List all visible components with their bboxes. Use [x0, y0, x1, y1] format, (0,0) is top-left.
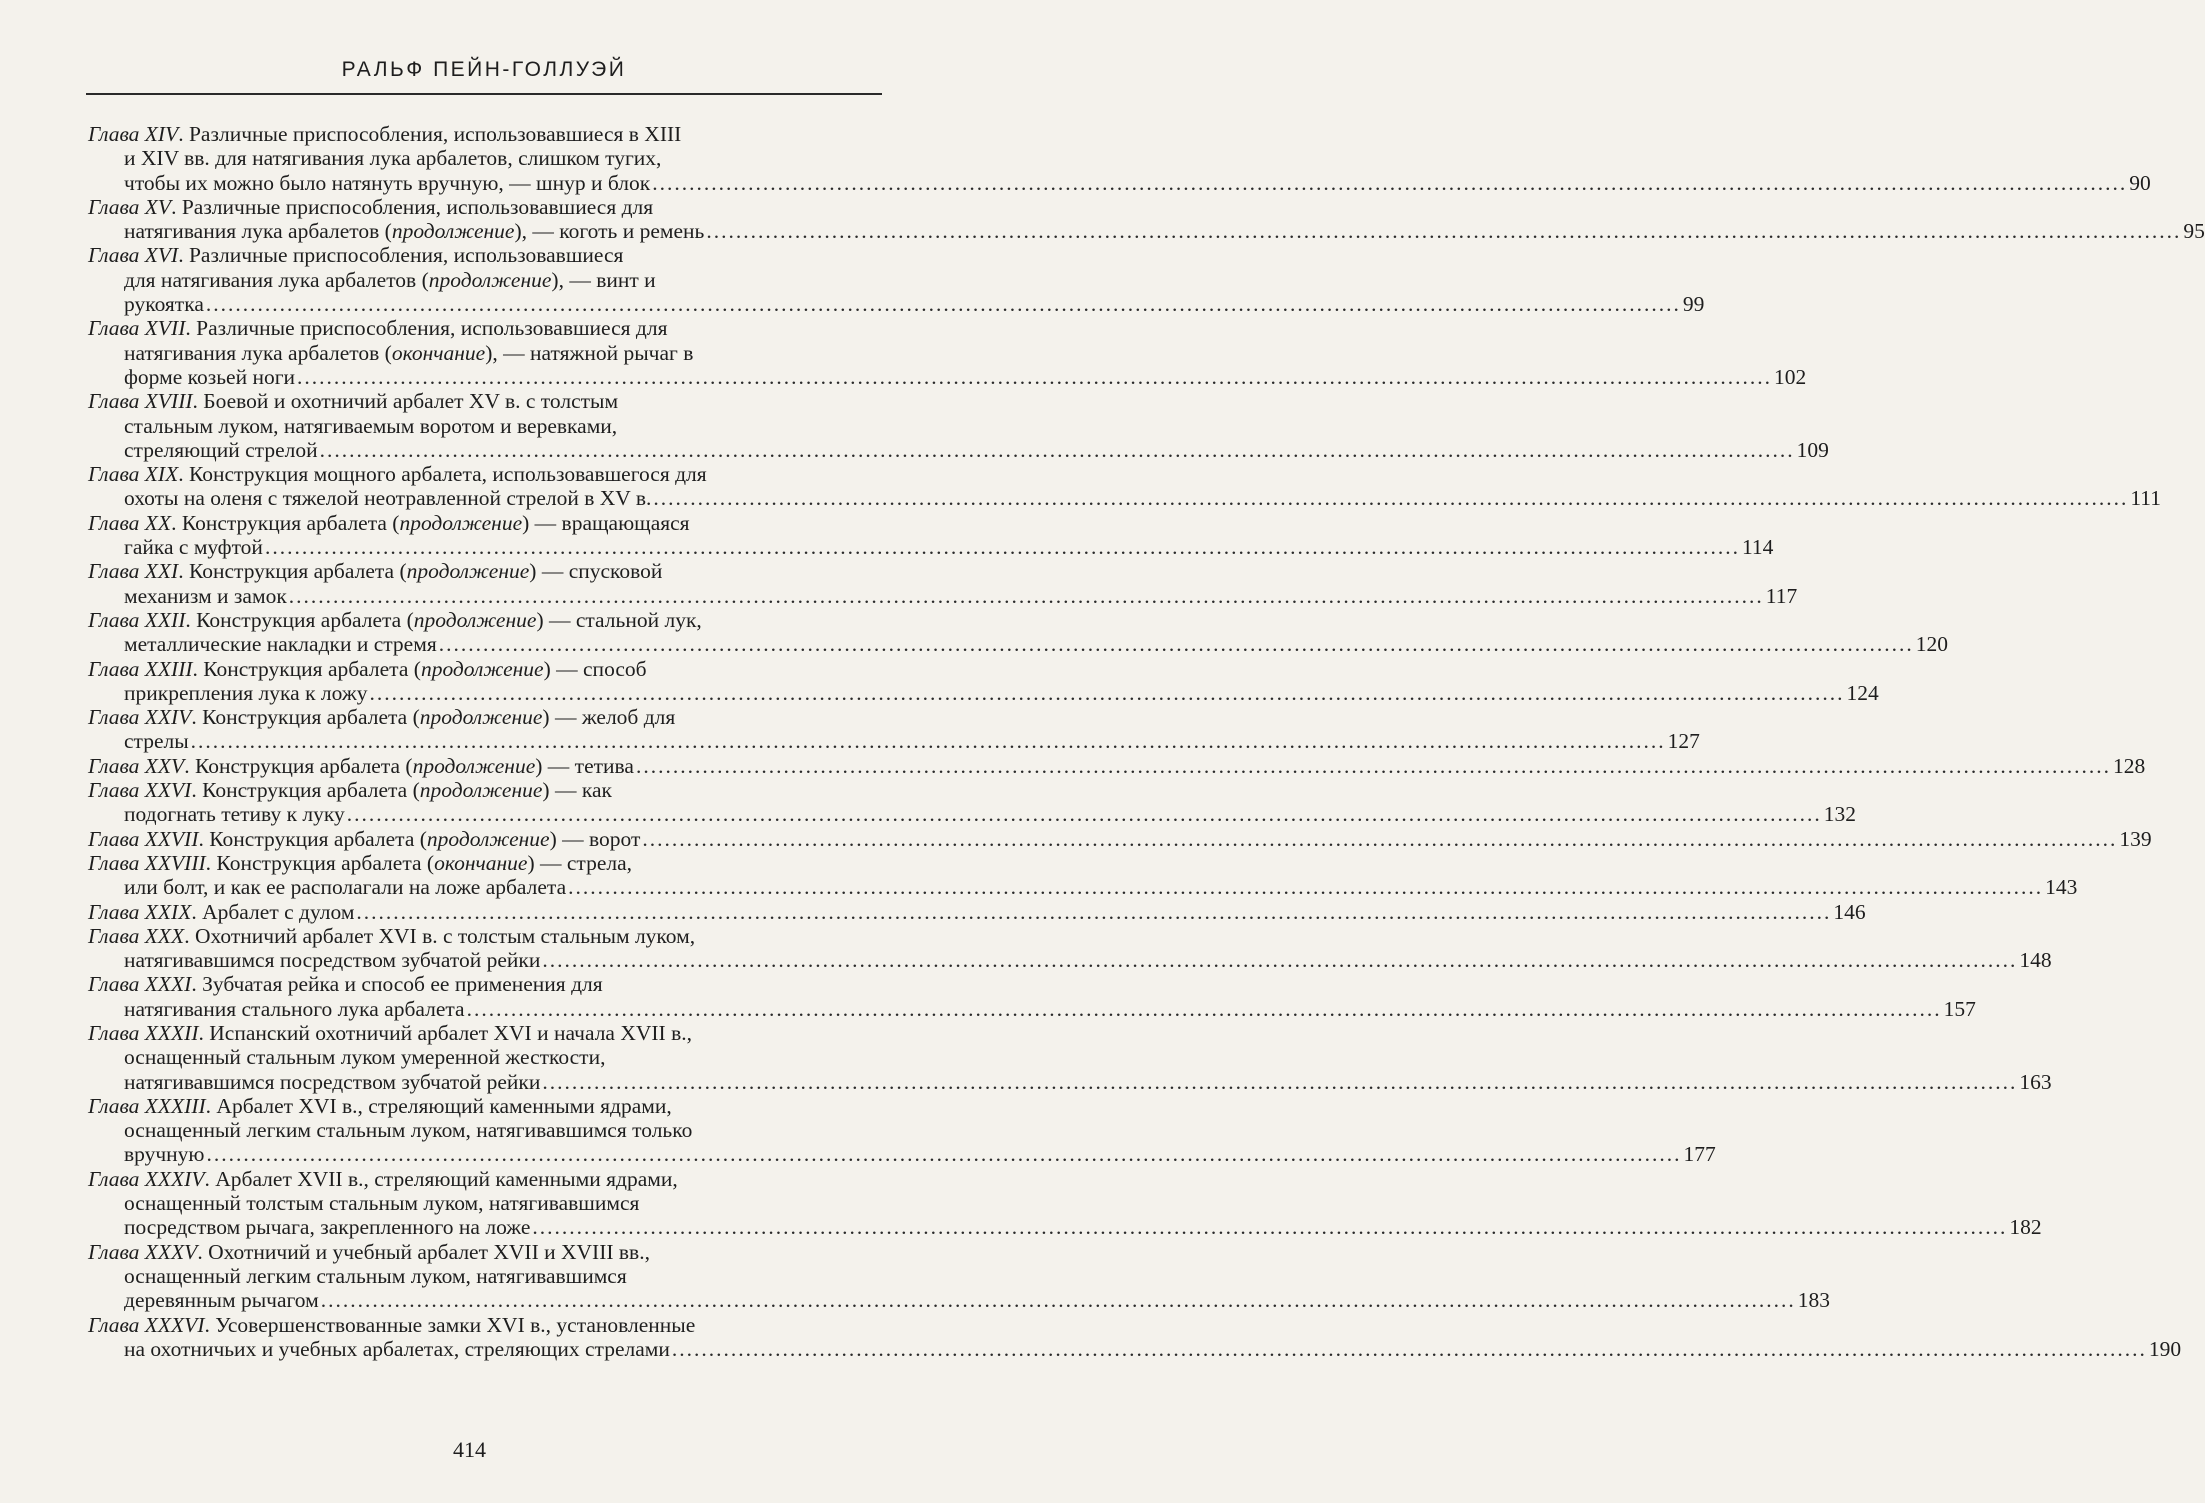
- toc-entry-last-line: [88, 535, 1774, 560]
- chapter-label: Глава XXXII: [88, 1020, 199, 1045]
- chapter-label: Глава XXIX: [88, 899, 192, 924]
- chapter-title-text: Арбалет XVII в., стреляющий каменными ядрами,: [215, 1166, 678, 1191]
- chapter-title-text: оснащенный толстым стальным луком, натягивавшимся: [124, 1191, 640, 1216]
- chapter-title-text: Охотничий и учебный арбалет XVII и XVIII вв.,: [208, 1239, 650, 1264]
- toc-entry: [88, 923, 2052, 973]
- toc-entry: [88, 705, 1700, 754]
- toc-entry: [88, 753, 2146, 778]
- dot-leader: ........................................................................................................................................................................................................: [320, 1288, 1796, 1313]
- chapter-label: Глава XVII: [88, 316, 186, 341]
- toc-entry: [88, 1020, 2052, 1094]
- chapter-title-text: механизм и замок: [124, 583, 287, 608]
- toc-page-number: 109: [1796, 437, 1829, 462]
- chapter-title-text: Различные приспособления, использовавшиеся: [188, 243, 624, 268]
- toc-entry-last-line: [88, 948, 2052, 973]
- chapter-title-text: Различные приспособления, использовавшиеся для: [181, 194, 654, 219]
- chapter-title-text: стальным луком, натягиваемым воротом и веревками,: [124, 413, 618, 438]
- toc-page-number: 127: [1667, 729, 1700, 754]
- chapter-title-text: Арбалет с дулом: [202, 899, 355, 924]
- toc-entry: [88, 899, 1866, 924]
- chapter-title-text: Конструкция арбалета (продолжение) — способ: [203, 656, 647, 681]
- chapter-title-text: Конструкция арбалета (окончание) — стрела,: [216, 850, 633, 875]
- toc-entry-line: Глава XXIII. Конструкция арбалета (продолжение) — способ: [88, 656, 647, 681]
- chapter-title-text: стреляющий стрелой: [124, 437, 318, 462]
- toc-entry-line: Глава XXXV. Охотничий и учебный арбалет XVII и XVIII вв.,: [88, 1239, 650, 1264]
- chapter-title-text: гайка с муфтой: [124, 535, 263, 560]
- toc-entry-last-line: Глава XXIX. Арбалет с дулом ........................................................................................................................................................................................................ 146: [88, 899, 1866, 924]
- chapter-title-text: натягивания лука арбалетов (окончание), — натяжной рычаг в: [124, 340, 694, 365]
- toc-entry-line: Глава XXI. Конструкция арбалета (продолжение) — спусковой: [88, 559, 663, 584]
- chapter-label: Глава XXXIV: [88, 1166, 205, 1191]
- toc-entry-last-line: [88, 1215, 2042, 1240]
- toc-page-number: 124: [1846, 680, 1879, 705]
- toc-entry: [88, 826, 2152, 851]
- chapter-title-text: Конструкция арбалета (продолжение) — тетива: [194, 753, 634, 778]
- toc-entry-line: Глава XXXI. Зубчатая рейка и способ ее применения для: [88, 972, 603, 997]
- chapter-label: Глава XXVI: [88, 778, 192, 803]
- dot-leader: ........................................................................................................................................................................................................: [671, 1336, 2147, 1361]
- toc-page-number: 99: [1682, 292, 1705, 317]
- dot-leader: ........................................................................................................................................................................................................: [653, 486, 2129, 511]
- toc-entry-line: Глава XXXIV. Арбалет XVII в., стреляющий каменными ядрами,: [88, 1166, 678, 1191]
- toc-entry: [88, 607, 1948, 657]
- toc-entry-line: Глава XXXIII. Арбалет XVI в., стреляющий каменными ядрами,: [88, 1093, 672, 1118]
- toc-entry-line: [88, 1264, 880, 1288]
- chapter-title-text: Конструкция арбалета (продолжение) — как: [202, 778, 612, 803]
- toc-page-number: 139: [2119, 826, 2152, 851]
- toc-page-number: 128: [2112, 753, 2146, 778]
- toc-entry-line: [88, 1045, 880, 1069]
- toc-entry-last-line: [88, 1288, 1830, 1313]
- chapter-title-text: Различные приспособления, использовавшиеся для: [196, 316, 668, 341]
- chapter-title-text: оснащенный стальным луком умеренной жесткости,: [124, 1045, 606, 1070]
- toc-entry-line: Глава XVII. Различные приспособления, использовавшиеся для: [88, 316, 668, 341]
- toc-entry: [88, 656, 1879, 706]
- chapter-label: Глава XXVIII: [88, 850, 206, 875]
- header-rule: [86, 93, 882, 95]
- toc-entry: [88, 194, 2205, 244]
- dot-leader: ........................................................................................................................................................................................................: [642, 826, 2118, 851]
- dot-leader: ........................................................................................................................................................................................................: [205, 292, 1681, 317]
- chapter-label: Глава XVI: [88, 243, 179, 268]
- toc-entry: [88, 316, 1807, 389]
- toc-page-number: 143: [2045, 875, 2078, 900]
- chapter-title-text: стрелы: [124, 729, 189, 754]
- toc-entry-last-line: [88, 170, 2151, 195]
- chapter-title-text: Конструкция мощного арбалета, использовавшегося для: [188, 462, 707, 487]
- toc-page-number: 177: [1683, 1142, 1716, 1167]
- chapter-label: Глава XXXVI: [88, 1312, 205, 1337]
- toc-entry-line: Глава XXIV. Конструкция арбалета (продолжение) — желоб для: [88, 705, 676, 730]
- toc-entry-line: Глава XXII. Конструкция арбалета (продолжение) — стальной лук,: [88, 607, 702, 632]
- dot-leader: ........................................................................................................................................................................................................: [369, 680, 1845, 705]
- toc-entry: [88, 510, 1774, 560]
- toc-entry-last-line: [88, 729, 1700, 754]
- chapter-title-text: рукоятка: [124, 292, 204, 317]
- chapter-title-text: вручную: [124, 1142, 205, 1167]
- chapter-label: Глава XXI: [88, 559, 179, 584]
- toc-page-number: 114: [1741, 535, 1774, 560]
- toc-entry-line: [88, 1191, 880, 1215]
- toc-entry-last-line: [88, 1142, 1716, 1167]
- toc-entry-last-line: [88, 1069, 2052, 1094]
- toc-page-number: 95: [2183, 219, 2205, 244]
- chapter-title-text: Различные приспособления, использовавшиеся в XIII: [188, 122, 682, 146]
- dot-leader: ........................................................................................................................................................................................................: [706, 219, 2182, 244]
- chapter-title-text: для натягивания лука арбалетов (продолжение), — винт и: [124, 267, 656, 292]
- toc-page-number: 111: [2130, 486, 2162, 511]
- toc-entry: [88, 1093, 1716, 1167]
- toc-entry-line: [88, 414, 880, 438]
- dot-leader: ........................................................................................................................................................................................................: [568, 875, 2044, 900]
- chapter-title-text: оснащенный легким стальным луком, натягивавшимся только: [124, 1118, 693, 1143]
- chapter-title-text: посредством рычага, закрепленного на ложе: [124, 1215, 531, 1240]
- toc-entry-last-line: [88, 219, 2205, 244]
- chapter-title-text: Конструкция арбалета (продолжение) — ворот: [209, 826, 641, 851]
- toc-entry-line: [88, 146, 880, 170]
- chapter-title-text: и XIV вв. для натягивания лука арбалетов, слишком тугих,: [124, 146, 662, 171]
- toc-entry-last-line: Глава XXVII. Конструкция арбалета (продолжение) — ворот ........................................................................................................................................................................................................ 139: [88, 826, 2152, 851]
- toc-entry-line: Глава XIV. Различные приспособления, использовавшиеся в XIII: [88, 122, 682, 146]
- toc-entry: [88, 462, 2162, 511]
- chapter-title-text: Конструкция арбалета (продолжение) — спусковой: [188, 559, 663, 584]
- toc-entry: [88, 122, 2151, 195]
- toc-entry-last-line: [88, 1336, 2182, 1361]
- chapter-label: Глава XXXI: [88, 972, 192, 997]
- table-of-contents: [88, 122, 2205, 1361]
- page-number: 414: [453, 1437, 486, 1462]
- toc-entry-line: [88, 268, 880, 292]
- dot-leader: ........................................................................................................................................................................................................: [542, 948, 2018, 973]
- toc-page-number: 163: [2019, 1069, 2052, 1094]
- chapter-title-text: Конструкция арбалета (продолжение) — вращающаяся: [181, 510, 690, 535]
- toc-entry-line: Глава XXXII. Испанский охотничий арбалет XVI и начала XVII в.,: [88, 1020, 692, 1045]
- dot-leader: ........................................................................................................................................................................................................: [635, 753, 2111, 778]
- toc-entry-line: Глава XX. Конструкция арбалета (продолжение) — вращающаяся: [88, 510, 690, 535]
- dot-leader: ........................................................................................................................................................................................................: [466, 996, 1942, 1021]
- toc-entry: [88, 850, 2078, 900]
- chapter-label: Глава XVIII: [88, 389, 193, 414]
- toc-entry-last-line: Глава XXV. Конструкция арбалета (продолжение) — тетива ........................................................................................................................................................................................................ 128: [88, 753, 2146, 778]
- chapter-title-text: деревянным рычагом: [124, 1288, 319, 1313]
- toc-page-number: 190: [2148, 1336, 2182, 1361]
- dot-leader: ........................................................................................................................................................................................................: [319, 437, 1795, 462]
- toc-entry: [88, 1239, 1830, 1313]
- chapter-label: Глава XXVII: [88, 826, 199, 851]
- dot-leader: ........................................................................................................................................................................................................: [542, 1069, 2018, 1094]
- dot-leader: ........................................................................................................................................................................................................: [288, 583, 1764, 608]
- chapter-label: Глава XIV: [88, 122, 179, 146]
- chapter-title-text: натягивавшимся посредством зубчатой рейки: [124, 948, 541, 973]
- toc-page-number: 120: [1915, 632, 1948, 657]
- chapter-title-text: подогнать тетиву к луку: [124, 802, 345, 827]
- chapter-title-text: на охотничьих и учебных арбалетах, стреляющих стрелами: [124, 1336, 670, 1361]
- chapter-title-text: форме козьей ноги: [124, 364, 296, 389]
- dot-leader: ........................................................................................................................................................................................................: [652, 170, 2128, 195]
- toc-entry-line: [88, 341, 880, 365]
- toc-entry: [88, 559, 1798, 608]
- chapter-title-text: или болт, и как ее располагали на ложе арбалета: [124, 875, 567, 900]
- toc-entry-last-line: [88, 583, 1798, 608]
- toc-entry-last-line: [88, 802, 1857, 827]
- chapter-label: Глава XXII: [88, 607, 186, 632]
- toc-page-number: 146: [1833, 899, 1866, 924]
- dot-leader: ........................................................................................................................................................................................................: [264, 535, 1740, 560]
- chapter-title-text: металлические накладки и стремя: [124, 632, 437, 657]
- dot-leader: ........................................................................................................................................................................................................: [346, 802, 1822, 827]
- toc-entry-line: Глава XVIII. Боевой и охотничий арбалет XV в. с толстым: [88, 389, 619, 414]
- toc-page-number: 182: [2009, 1215, 2042, 1240]
- chapter-label: Глава XXX: [88, 923, 185, 948]
- dot-leader: ........................................................................................................................................................................................................: [297, 364, 1773, 389]
- toc-entry: [88, 389, 1829, 462]
- toc-entry-line: Глава XV. Различные приспособления, использовавшиеся для: [88, 194, 654, 219]
- toc-entry-last-line: [88, 996, 1976, 1021]
- chapter-label: Глава XX: [88, 510, 172, 535]
- chapter-title-text: Испанский охотничий арбалет XVI и начала XVII в.,: [209, 1020, 692, 1045]
- toc-page-number: 132: [1823, 802, 1857, 827]
- toc-page-number: 90: [2129, 170, 2151, 195]
- toc-entry-last-line: [88, 486, 2162, 511]
- chapter-title-text: Боевой и охотничий арбалет XV в. с толстым: [203, 389, 619, 414]
- chapter-label: Глава XXV: [88, 753, 185, 778]
- toc-entry-line: Глава XXX. Охотничий арбалет XVI в. с толстым стальным луком,: [88, 923, 696, 948]
- toc-entry: [88, 1166, 2042, 1240]
- toc-entry-line: Глава XVI. Различные приспособления, использовавшиеся: [88, 243, 624, 268]
- toc-entry-last-line: [88, 364, 1807, 389]
- toc-entry-last-line: [88, 632, 1948, 657]
- toc-entry: [88, 778, 1857, 827]
- chapter-title-text: Конструкция арбалета (продолжение) — стальной лук,: [196, 607, 702, 632]
- chapter-title-text: натягивания лука арбалетов (продолжение), — коготь и ремень: [124, 219, 705, 244]
- chapter-title-text: Усовершенствованные замки XVI в., установленные: [215, 1312, 696, 1337]
- toc-entry-last-line: [88, 875, 2078, 900]
- chapter-label: Глава XXIV: [88, 705, 192, 730]
- dot-leader: ........................................................................................................................................................................................................: [356, 899, 1832, 924]
- toc-entry-last-line: [88, 437, 1829, 462]
- toc-page-number: 148: [2019, 948, 2052, 973]
- chapter-title-text: оснащенный легким стальным луком, натягивавшимся: [124, 1263, 627, 1288]
- toc-page-number: 157: [1943, 996, 1976, 1021]
- chapter-title-text: охоты на оленя с тяжелой неотравленной стрелой в XV в.: [124, 486, 652, 511]
- chapter-title-text: натягивания стального лука арбалета: [124, 996, 465, 1021]
- chapter-title-text: чтобы их можно было натянуть вручную, — шнур и блок: [124, 170, 651, 195]
- toc-page-number: 102: [1774, 364, 1807, 389]
- toc-entry: [88, 972, 1976, 1021]
- toc-page-number: 117: [1765, 583, 1798, 608]
- toc-entry: [88, 243, 1705, 317]
- chapter-title-text: Арбалет XVI в., стреляющий каменными ядрами,: [216, 1093, 672, 1118]
- chapter-title-text: натягивавшимся посредством зубчатой рейки: [124, 1069, 541, 1094]
- chapter-title-text: Конструкция арбалета (продолжение) — желоб для: [202, 705, 676, 730]
- toc-entry-line: Глава XXVI. Конструкция арбалета (продолжение) — как: [88, 778, 612, 803]
- toc-page-number: 183: [1797, 1288, 1830, 1313]
- toc-entry-last-line: [88, 292, 1705, 317]
- running-head: РАЛЬФ ПЕЙН-ГОЛЛУЭЙ: [341, 58, 627, 81]
- toc-entry: [88, 1312, 2182, 1362]
- dot-leader: ........................................................................................................................................................................................................: [438, 632, 1914, 657]
- chapter-title-text: прикрепления лука к ложу: [124, 680, 368, 705]
- toc-entry-line: Глава XXVIII. Конструкция арбалета (окончание) — стрела,: [88, 850, 633, 875]
- toc-entry-line: Глава XXXVI. Усовершенствованные замки XVI в., установленные: [88, 1312, 696, 1337]
- dot-leader: ........................................................................................................................................................................................................: [190, 729, 1666, 754]
- toc-entry-last-line: [88, 680, 1879, 705]
- chapter-label: Глава XV: [88, 194, 172, 219]
- chapter-label: Глава XXIII: [88, 656, 193, 681]
- chapter-label: Глава XXXIII: [88, 1093, 206, 1118]
- chapter-title-text: Зубчатая рейка и способ ее применения для: [202, 972, 603, 997]
- dot-leader: ........................................................................................................................................................................................................: [206, 1142, 1682, 1167]
- chapter-label: Глава XXXV: [88, 1239, 198, 1264]
- dot-leader: ........................................................................................................................................................................................................: [532, 1215, 2008, 1240]
- toc-entry-line: Глава XIX. Конструкция мощного арбалета, использовавшегося для: [88, 462, 707, 487]
- chapter-label: Глава XIX: [88, 462, 179, 487]
- toc-entry-line: [88, 1118, 880, 1142]
- chapter-title-text: Охотничий арбалет XVI в. с толстым стальным луком,: [194, 923, 696, 948]
